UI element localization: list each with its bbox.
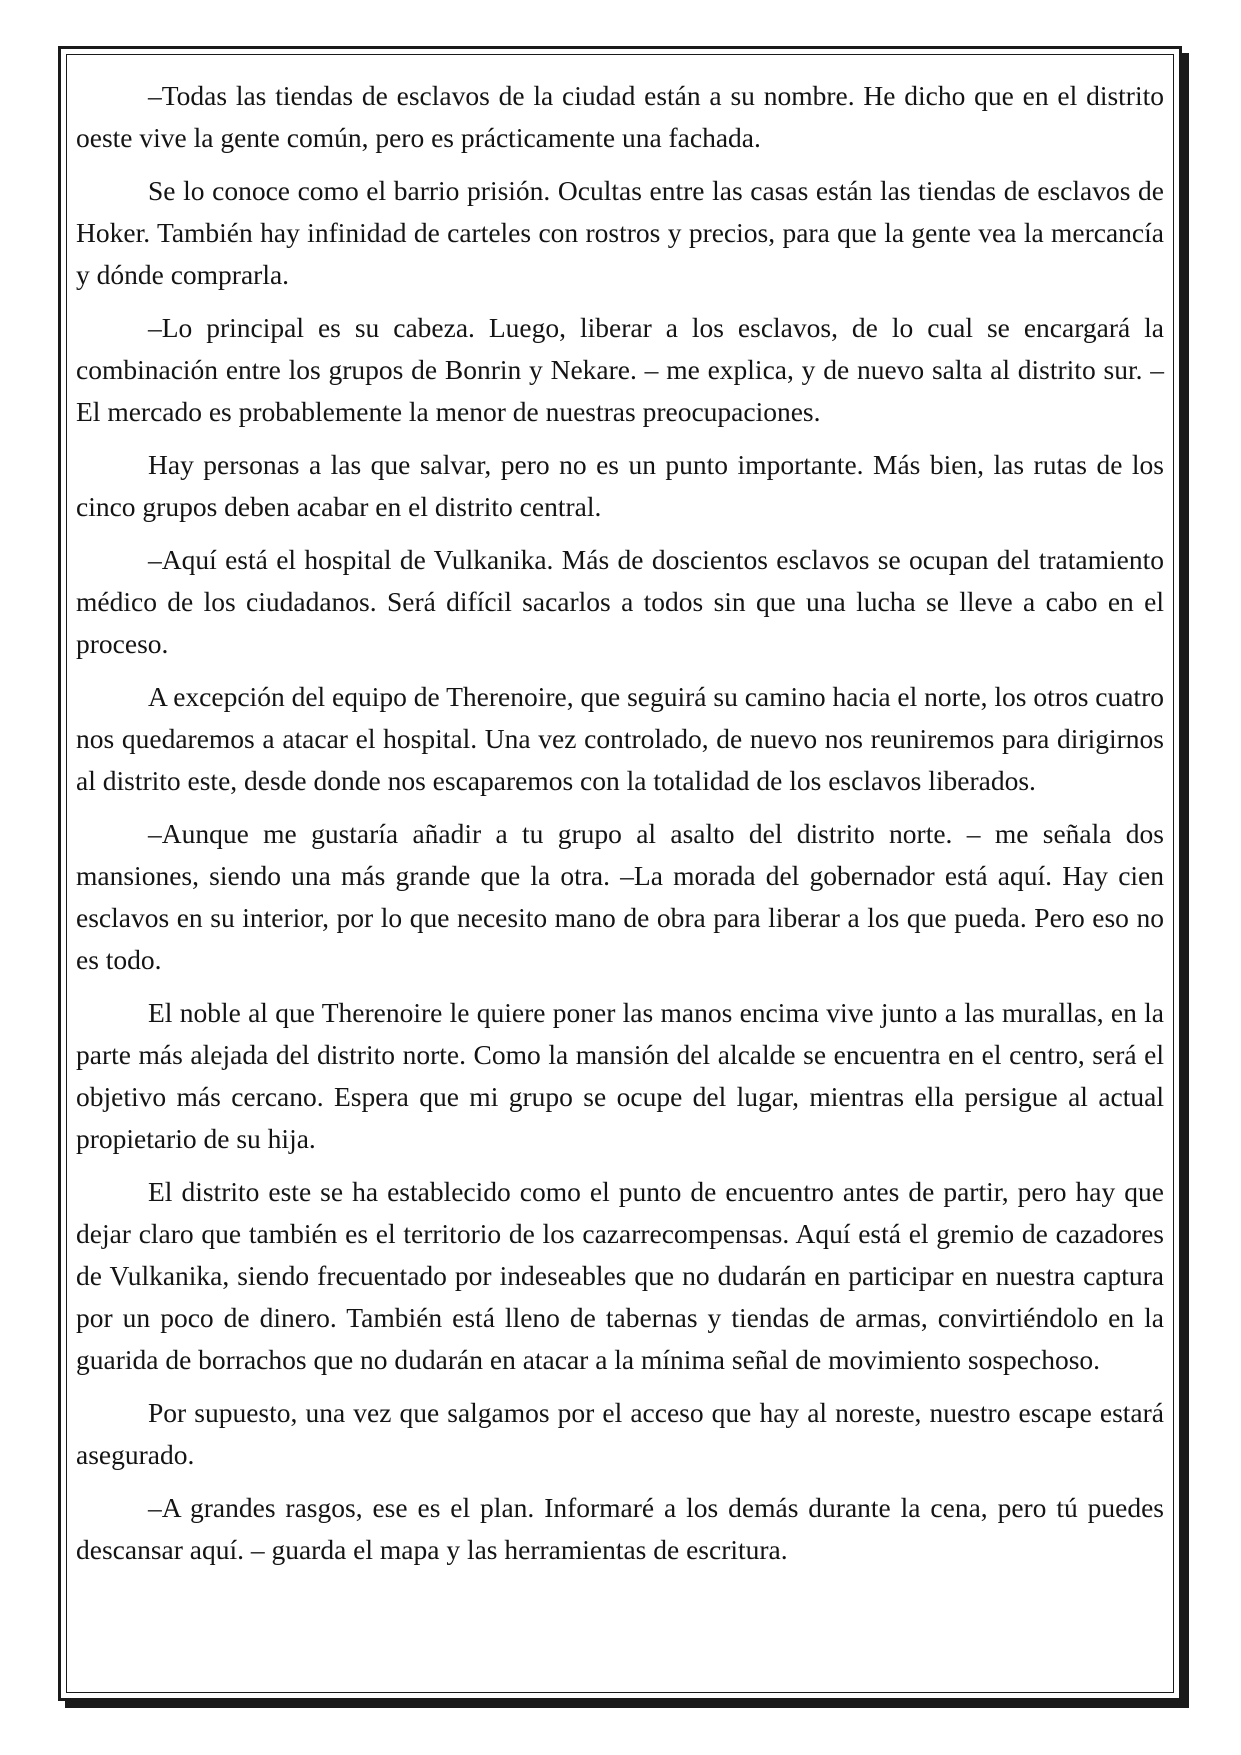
paragraph-2: Se lo conoce como el barrio prisión. Ocultas entre las casas están las tiendas de esclavos de Hoker. También hay infinidad de carteles con rostros y precios, para que la gente vea la mercancía y dónde comprarla. (76, 175, 1164, 290)
paragraph-11: –A grandes rasgos, ese es el plan. Informaré a los demás durante la cena, pero tú puedes descansar aquí. – guarda el mapa y las herramientas de escritura. (76, 1492, 1164, 1565)
text-body (76, 75, 1164, 1582)
paragraph-6: A excepción del equipo de Therenoire, que seguirá su camino hacia el norte, los otros cuatro nos quedaremos a atacar el hospital. Una vez controlado, de nuevo nos reuniremos para dirigirnos al distrito este, desde donde nos escaparemos con la totalidad de los esclavos liberados. (76, 681, 1164, 796)
paragraph-4: Hay personas a las que salvar, pero no es un punto importante. Más bien, las rutas de los cinco grupos deben acabar en el distrito central. (76, 449, 1164, 522)
paragraph-8: El noble al que Therenoire le quiere poner las manos encima vive junto a las murallas, en la parte más alejada del distrito norte. Como la mansión del alcalde se encuentra en el centro, será el objetivo más cercano. Espera que mi grupo se ocupe del lugar, mientras ella persigue al actual propietario de su hija. (76, 997, 1164, 1154)
paragraph-5: –Aquí está el hospital de Vulkanika. Más de doscientos esclavos se ocupan del tratamiento médico de los ciudadanos. Será difícil sacarlos a todos sin que una lucha se lleve a cabo en el proceso. (76, 544, 1164, 659)
page-border (58, 46, 1182, 1701)
paragraph-10: Por supuesto, una vez que salgamos por el acceso que hay al noreste, nuestro escape estará asegurado. (76, 1397, 1164, 1470)
paragraph-3: –Lo principal es su cabeza. Luego, liberar a los esclavos, de lo cual se encargará la combinación entre los grupos de Bonrin y Nekare. – me explica, y de nuevo salta al distrito sur. –El mercado es probablemente la menor de nuestras preocupaciones. (76, 312, 1164, 427)
paragraph-1: –Todas las tiendas de esclavos de la ciudad están a su nombre. He dicho que en el distrito oeste vive la gente común, pero es prácticamente una fachada. (76, 80, 1164, 153)
paragraph-7: –Aunque me gustaría añadir a tu grupo al asalto del distrito norte. – me señala dos mansiones, siendo una más grande que la otra. –La morada del gobernador está aquí. Hay cien esclavos en su interior, por lo que necesito mano de obra para liberar a los que pueda. Pero eso no es todo. (76, 818, 1164, 975)
paragraph-9: El distrito este se ha establecido como el punto de encuentro antes de partir, pero hay que dejar claro que también es el territorio de los cazarrecompensas. Aquí está el gremio de cazadores de Vulkanika, siendo frecuentado por indeseables que no dudarán en participar en nuestra captura por un poco de dinero. También está lleno de tabernas y tiendas de armas, convirtiéndolo en la guarida de borrachos que no dudarán en atacar a la mínima señal de movimiento sospechoso. (76, 1176, 1164, 1375)
